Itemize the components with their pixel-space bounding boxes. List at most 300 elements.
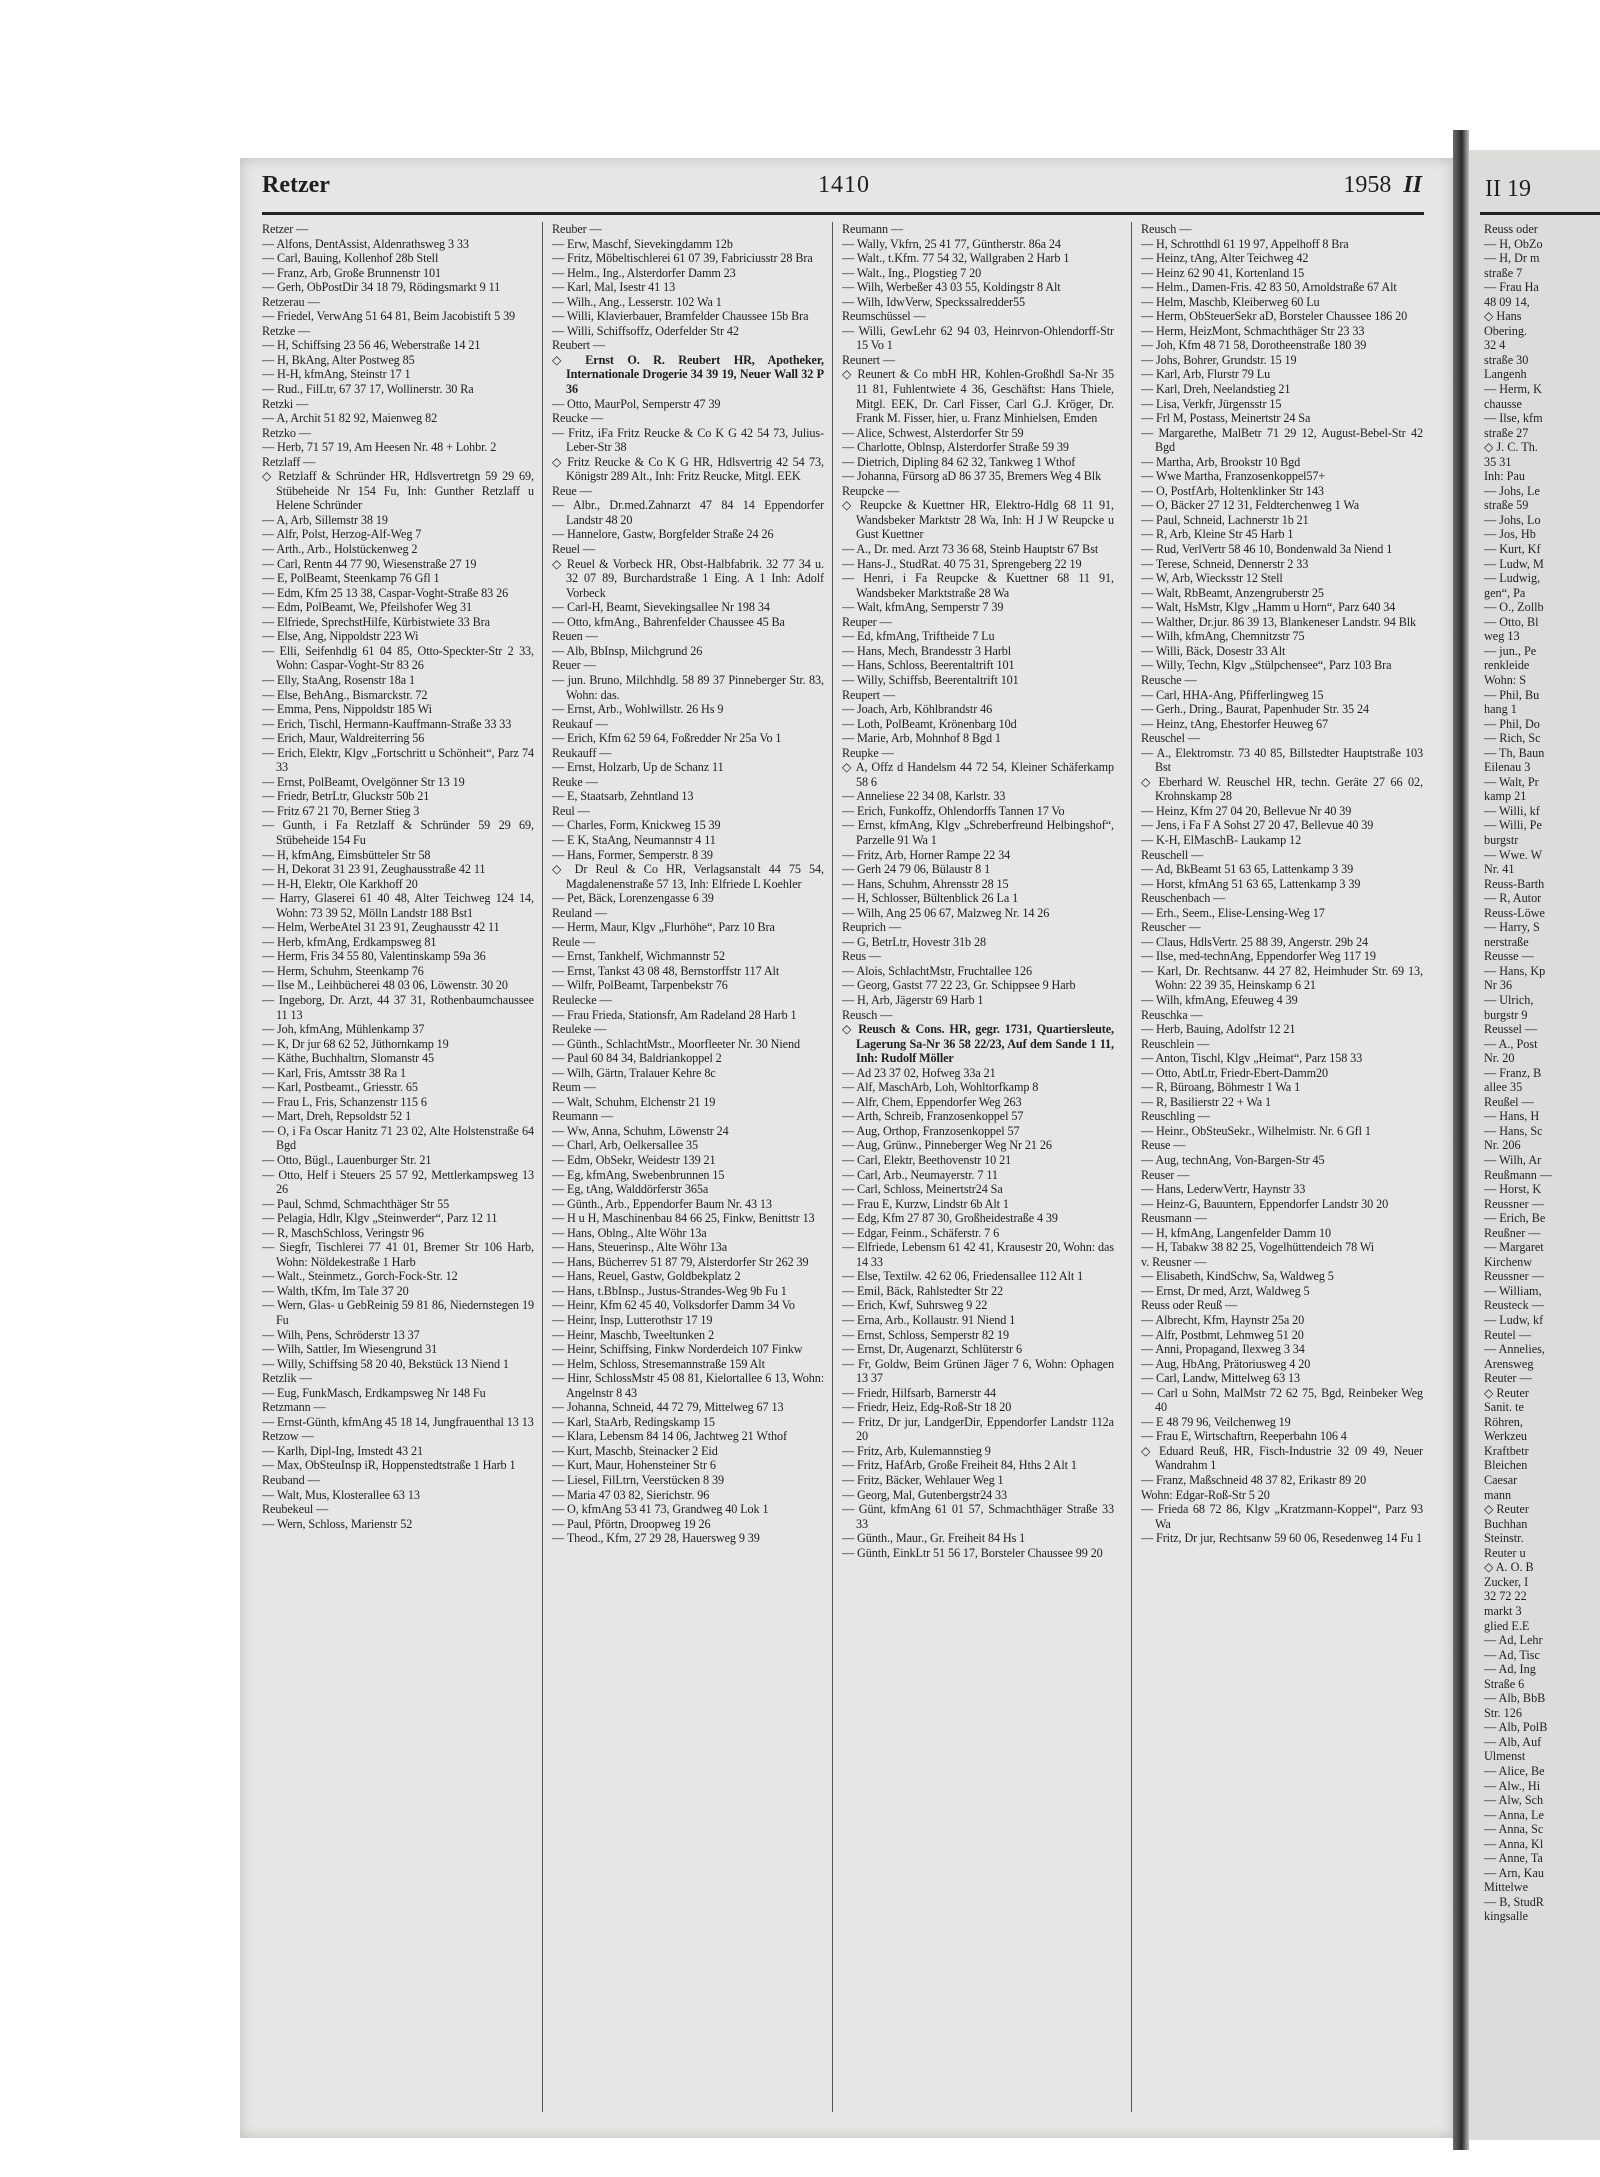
directory-entry: — Karl, Arb, Flurstr 79 Lu xyxy=(1141,367,1271,382)
next-page-line: Kraftbetr xyxy=(1484,1443,1529,1458)
directory-entry: — H, Tabakw 38 82 25, Vogelhüttendeich 78 Wi xyxy=(1141,1240,1375,1255)
directory-entry: — Hinr, SchlossMstr 45 08 81, Kielortallee 6 13, Wohn: Angelnstr 8 43 xyxy=(552,1371,824,1400)
next-page-line: Nr 36 xyxy=(1484,978,1513,993)
directory-entry: — Walt, RbBeamt, Anzengruberstr 25 xyxy=(1141,585,1324,600)
next-page-line: — O., Zollb xyxy=(1484,600,1544,615)
directory-entry: — Georg, Mal, Gutenbergstr24 33 xyxy=(842,1487,1008,1502)
next-page-line: Reußel — xyxy=(1484,1094,1534,1109)
directory-entry: — Heinr, Maschb, Tweeltunken 2 xyxy=(552,1327,714,1342)
directory-entry: — Lisa, Verkfr, Jürgensstr 15 xyxy=(1141,396,1282,411)
surname-heading: Reuschka — xyxy=(1141,1007,1203,1022)
directory-entry: — Walt., Steinmetz., Gorch-Fock-Str. 12 xyxy=(262,1269,458,1284)
next-page-line: — Ludw, kf xyxy=(1484,1313,1544,1328)
directory-entry: — Liesel, FilLtrn, Veerstücken 8 39 xyxy=(552,1473,724,1488)
directory-entry: — Erich, Tischl, Hermann-Kauffmann-Straße 33 33 xyxy=(262,716,512,731)
directory-entry: — Maria 47 03 82, Sierichstr. 96 xyxy=(552,1487,710,1502)
directory-entry: — O, i Fa Oscar Hanitz 71 23 02, Alte Holstenstraße 64 Bgd xyxy=(262,1123,534,1153)
surname-heading: Reulecke — xyxy=(552,992,612,1007)
next-page-line: Sanit. te xyxy=(1484,1400,1524,1415)
next-page-line: Obering. xyxy=(1484,323,1527,338)
directory-entry: — Margarethe, MalBetr 71 29 12, August-Bebel-Str 42 Bgd xyxy=(1141,425,1423,455)
directory-entry: — jun. Bruno, Milchhdlg. 58 89 37 Pinneberger Str. 83, Wohn: das. xyxy=(552,672,824,702)
directory-entry: — Edgar, Feinm., Schäferstr. 7 6 xyxy=(842,1225,1000,1240)
next-page-line: Nr. 206 xyxy=(1484,1138,1521,1153)
directory-entry: — Arth, Schreib, Franzosenkoppel 57 xyxy=(842,1109,1024,1124)
directory-entry: — Wilh., Ang., Lesserstr. 102 Wa 1 xyxy=(552,294,722,309)
directory-entry: — Carl, Landw, Mittelweg 63 13 xyxy=(1141,1371,1301,1386)
next-page-line: — H, Dr m xyxy=(1484,251,1540,266)
directory-entry: — H, kfmAng, Eimsbütteler Str 58 xyxy=(262,847,431,862)
directory-entry: — Erich, Elektr, Klgv „Fortschritt u Schönheit“, Parz 74 33 xyxy=(262,745,534,775)
directory-entry: — Käthe, Buchhaltrn, Slomanstr 45 xyxy=(262,1051,435,1066)
next-page-line: ◇ Reuter xyxy=(1484,1385,1529,1400)
directory-entry: — Günt, kfmAng 61 01 57, Schmachthäger Straße 33 33 xyxy=(842,1502,1114,1531)
directory-entry: — Hans, Bücherrev 51 87 79, Alsterdorfer Str 262 39 xyxy=(552,1254,809,1269)
directory-entry: — Ernst, Dr, Augenarzt, Schlüterstr 6 xyxy=(842,1342,1022,1357)
directory-entry: — Terese, Schneid, Dennerstr 2 33 xyxy=(1141,556,1309,571)
next-page-line: straße 30 xyxy=(1484,352,1529,367)
next-page-line: Reussel — xyxy=(1484,1022,1538,1037)
next-page-line: 32 4 xyxy=(1484,338,1506,353)
next-page-line: Langenh xyxy=(1484,367,1527,382)
directory-entry: — H, Dekorat 31 23 91, Zeughausstraße 42 11 xyxy=(262,862,486,877)
next-page-line: — Ad, Tisc xyxy=(1484,1647,1540,1662)
next-page-line: — Anna, Sc xyxy=(1484,1822,1544,1837)
next-page-line: — Hans, Kp xyxy=(1484,963,1546,978)
next-page-line: — Kurt, Kf xyxy=(1484,542,1541,557)
surname-heading: Reubekeul — xyxy=(262,1502,329,1517)
directory-entry: — A., Dr. med. Arzt 73 36 68, Steinb Hauptstr 67 Bst xyxy=(842,542,1099,557)
directory-entry: ◇ Reusch & Cons. HR, gegr. 1731, Quartiersleute, Lagerung Sa-Nr 36 58 22/23, Auf dem Sande 1 11, Inh: Rudolf Möller xyxy=(842,1022,1114,1066)
directory-entry: — Rud, VerlVertr 58 46 10, Bondenwald 3a Niend 1 xyxy=(1141,542,1393,557)
directory-entry: — Wally, Vkfrn, 25 41 77, Güntherstr. 86a 24 xyxy=(842,236,1061,251)
directory-entry: — Carl u Sohn, MalMstr 72 62 75, Bgd, Reinbeker Weg 40 xyxy=(1141,1385,1423,1415)
directory-entry: — Heinr, Schiffsing, Finkw Norderdeich 107 Finkw xyxy=(552,1342,803,1357)
directory-entry: — Helm., Damen-Fris. 42 83 50, Arnoldstraße 67 Alt xyxy=(1141,280,1397,295)
directory-entry: — Karl, StaArb, Redingskamp 15 xyxy=(552,1414,715,1429)
next-page-line: — Alb, BbB xyxy=(1484,1691,1546,1706)
directory-entry: — Else, Textilw. 42 62 06, Friedensallee 112 Alt 1 xyxy=(842,1269,1084,1284)
next-page-line: Reuss-Löwe xyxy=(1484,905,1545,920)
directory-entry: — H, kfmAng, Langenfelder Damm 10 xyxy=(1141,1225,1331,1240)
directory-entry: — O, Bäcker 27 12 31, Feldterchenweg 1 Wa xyxy=(1141,498,1360,513)
next-page-line: — Alb, PolB xyxy=(1484,1720,1548,1735)
next-page-line: ◇ Hans xyxy=(1484,309,1522,324)
next-page-line: Reutel — xyxy=(1484,1327,1532,1342)
directory-entry: — Hans, Schuhm, Ahrensstr 28 15 xyxy=(842,876,1009,891)
next-page-line: — Hans, Sc xyxy=(1484,1123,1543,1138)
next-page-line: Wohn: S xyxy=(1484,672,1527,687)
directory-entry: — Herb, Bauing, Adolfstr 12 21 xyxy=(1141,1022,1296,1037)
directory-entry: — Willi, Schiffsoffz, Oderfelder Str 42 xyxy=(552,323,739,338)
next-page-line: — B, StudR xyxy=(1484,1894,1544,1909)
directory-entry: — Helm, Schloss, Stresemannstraße 159 Alt xyxy=(552,1356,765,1371)
next-page-line: — jun., Pe xyxy=(1484,643,1537,658)
directory-entry: — Gerh 24 79 06, Bülaustr 8 1 xyxy=(842,862,991,877)
next-page-line: Str. 126 xyxy=(1484,1705,1522,1720)
next-page-line: Nr. 20 xyxy=(1484,1051,1515,1066)
directory-entry: — Marie, Arb, Mohnhof 8 Bgd 1 xyxy=(842,731,1001,746)
column-separator xyxy=(832,222,833,2112)
next-page-line: — Herm, K xyxy=(1484,382,1542,397)
directory-entry: — G, BetrLtr, Hovestr 31b 28 xyxy=(842,934,986,949)
directory-entry: — Walt, Schuhm, Elchenstr 21 19 xyxy=(552,1094,716,1109)
next-page-line: — Phil, Bu xyxy=(1484,687,1540,702)
surname-heading: Reuel — xyxy=(552,542,595,557)
directory-entry: — Heinz 62 90 41, Kortenland 15 xyxy=(1141,265,1305,280)
directory-entry: — Alfr, Postbmt, Lehmweg 51 20 xyxy=(1141,1327,1304,1342)
directory-entry: — Alf, MaschArb, Loh, Wohltorfkamp 8 xyxy=(842,1080,1039,1095)
directory-entry: — Ad 23 37 02, Hofweg 33a 21 xyxy=(842,1065,996,1080)
directory-entry: Wohn: Edgar-Roß-Str 5 20 xyxy=(1141,1487,1270,1502)
directory-entry: — Carl, Bauing, Kollenhof 28b Stell xyxy=(262,251,439,266)
directory-entry: ◇ Fritz Reucke & Co K G HR, Hdlsvertrig 42 54 73, Königstr 289 Alt., Inh: Fritz Reucke, Mitgl. EEK xyxy=(552,454,824,484)
directory-entry: — Franz, Arb, Große Brunnenstr 101 xyxy=(262,265,442,280)
next-page-line: 32 72 22 xyxy=(1484,1589,1527,1604)
directory-entry: — Herb, kfmAng, Erdkampsweg 81 xyxy=(262,934,437,949)
surname-heading: Reuer — xyxy=(552,658,596,673)
directory-entry: — Ernst, Tankhelf, Wichmannstr 52 xyxy=(552,949,725,964)
directory-entry: — Alfr, Chem, Eppendorfer Weg 263 xyxy=(842,1094,1022,1109)
directory-entry: — Alfons, DentAssist, Aldenrathsweg 3 33 xyxy=(262,236,469,251)
next-page-line: 48 09 14, xyxy=(1484,294,1530,309)
directory-column-3 xyxy=(842,222,1114,2122)
page-number: 1410 xyxy=(818,172,870,198)
directory-entry: — Erna, Arb., Kollaustr. 91 Niend 1 xyxy=(842,1313,1016,1328)
directory-entry: — Eg, tAng, Walddörferstr 365a xyxy=(552,1182,709,1197)
next-page-line: — Otto, Bl xyxy=(1484,614,1539,629)
directory-entry: ◇ Eduard Reuß, HR, Fisch-Industrie 32 09 49, Neuer Wandrahm 1 xyxy=(1141,1443,1423,1473)
directory-entry: — R, Basilierstr 22 + Wa 1 xyxy=(1141,1094,1272,1109)
surname-heading: Retzlaff — xyxy=(262,454,316,469)
column-separator xyxy=(542,222,543,2112)
next-page-line: Reussner — xyxy=(1484,1269,1544,1284)
next-page-line: — Walt, Pr xyxy=(1484,774,1539,789)
directory-entry: — Harry, Glaserei 61 40 48, Alter Teichweg 124 14, Wohn: 73 39 52, Mölln Landstr 188 Bst1 xyxy=(262,891,534,920)
directory-entry: — Wilh, Ang 25 06 67, Malzweg Nr. 14 26 xyxy=(842,905,1050,920)
directory-entry: — Günth., Arb., Eppendorfer Baum Nr. 43 13 xyxy=(552,1196,772,1211)
directory-entry: — Elly, StaAng, Rosenstr 18a 1 xyxy=(262,672,415,687)
directory-entry: ◇ Ernst O. R. Reubert HR, Apotheker, Internationale Drogerie 34 39 19, Neuer Wall 32 P 36 xyxy=(552,352,824,397)
directory-entry: — K, Dr jur 68 62 52, Jüthornkamp 19 xyxy=(262,1036,449,1051)
directory-entry: — Klara, Lebensm 84 14 06, Jachtweg 21 Wthof xyxy=(552,1429,788,1444)
next-page-line: gen“, Pa xyxy=(1484,585,1526,600)
directory-entry: — H u H, Maschinenbau 84 66 25, Finkw, Benittstr 13 xyxy=(552,1211,815,1226)
directory-entry: — Alb, BbInsp, Milchgrund 26 xyxy=(552,643,703,658)
surname-heading: Reule — xyxy=(552,934,595,949)
directory-entry: — H, Schlosser, Bültenblick 26 La 1 xyxy=(842,891,1019,906)
next-page-line: — Willi, Pe xyxy=(1484,818,1542,833)
directory-entry: — Edg, Kfm 27 87 30, Großheidestraße 4 39 xyxy=(842,1211,1058,1226)
directory-entry: — Otto, kfmAng., Bahrenfelder Chaussee 45 Ba xyxy=(552,614,785,629)
directory-entry: — Fritz, Arb, Kulemannstieg 9 xyxy=(842,1443,991,1458)
directory-entry: — Max, ObSteuInsp iR, Hoppenstedtstraße 1 Harb 1 xyxy=(262,1458,516,1473)
directory-entry: — Jens, i Fa F A Sohst 27 20 47, Bellevue 40 39 xyxy=(1141,818,1374,833)
directory-entry: — Charl, Arb, Oelkersallee 35 xyxy=(552,1138,699,1153)
surname-heading: Reuleke — xyxy=(552,1022,607,1037)
next-page-line: ◇ Reuter xyxy=(1484,1502,1529,1517)
next-page-line: 35 31 xyxy=(1484,454,1512,469)
next-page-line: glied E.E xyxy=(1484,1618,1530,1633)
edition-section: II xyxy=(1403,172,1422,198)
directory-entry: — Horst, kfmAng 51 63 65, Lattenkamp 3 39 xyxy=(1141,876,1361,891)
directory-entry: ◇ Dr Reul & Co HR, Verlagsanstalt 44 75 54, Magdalenenstraße 57 13, Inh: Elfriede L Koehler xyxy=(552,862,824,891)
surname-heading: Reuschell — xyxy=(1141,847,1204,862)
directory-entry: — Heinz, tAng, Ehestorfer Heuweg 67 xyxy=(1141,716,1329,731)
directory-entry: — K-H, ElMaschB- Laukamp 12 xyxy=(1141,832,1302,847)
next-page-line: Steinstr. xyxy=(1484,1531,1524,1546)
directory-entry: — Ernst-Günth, kfmAng 45 18 14, Jungfrauenthal 13 13 xyxy=(262,1414,534,1429)
next-page-line: straße 27 xyxy=(1484,425,1529,440)
next-page-line: Reuss-Barth xyxy=(1484,876,1545,891)
directory-entry: — Elli, Seifenhdlg 61 04 85, Otto-Speckter-Str 2 33, Wohn: Caspar-Voght-Str 83 26 xyxy=(262,643,534,673)
directory-entry: — Elfriede, SprechstHilfe, Kürbistwiete 33 Bra xyxy=(262,614,490,629)
directory-entry: — Johanna, Fürsorg aD 86 37 35, Bremers Weg 4 Blk xyxy=(842,469,1102,484)
next-page-line: Werkzeu xyxy=(1484,1429,1528,1444)
directory-entry: — Fritz, HafArb, Große Freiheit 84, Hths 2 Alt 1 xyxy=(842,1458,1077,1473)
next-page-line: burgstr xyxy=(1484,832,1519,847)
directory-entry: ◇ Reupcke & Kuettner HR, Elektro-Hdlg 68 11 91, Wandsbeker Marktstr 28 Wa, Inh: H J W Reupcke u Gust Kuettner xyxy=(842,498,1114,542)
directory-entry: — Wern, Glas- u GebReinig 59 81 86, Niedernstegen 19 Fu xyxy=(262,1298,534,1328)
directory-entry: — Johs, Bohrer, Grundstr. 15 19 xyxy=(1141,352,1297,367)
directory-entry: — Eug, FunkMasch, Erdkampsweg Nr 148 Fu xyxy=(262,1385,486,1400)
surname-heading: Reusch — xyxy=(1141,222,1192,236)
directory-entry: — Karl, Dr. Rechtsanw. 44 27 82, Heimhuder Str. 69 13, Wohn: 22 39 35, Heinskamp 6 21 xyxy=(1141,963,1423,993)
directory-entry: — Friedel, VerwAng 51 64 81, Beim Jacobistift 5 39 xyxy=(262,309,516,324)
next-page-line: Reuter — xyxy=(1484,1371,1532,1386)
surname-heading: Reuprich — xyxy=(842,920,901,935)
directory-entry: — Frau E, Kurzw, Lindstr 6b Alt 1 xyxy=(842,1196,1009,1211)
directory-entry: — Hans, Schloss, Beerentaltrift 101 xyxy=(842,658,1015,673)
surname-heading: Retzmann — xyxy=(262,1400,326,1415)
directory-entry: — Ad, BkBeamt 51 63 65, Lattenkamp 3 39 xyxy=(1141,862,1354,877)
surname-heading: Reusmann — xyxy=(1141,1211,1207,1226)
directory-entry: — Frau L, Fris, Schanzenstr 115 6 xyxy=(262,1094,427,1109)
next-page-line: — Ad, Ing xyxy=(1484,1662,1536,1677)
directory-entry: — Alois, SchlachtMstr, Fruchtallee 126 xyxy=(842,963,1033,978)
surname-heading: Reus — xyxy=(842,949,882,964)
surname-heading: Reumann — xyxy=(842,222,904,236)
directory-entry: — Willy, Techn, Klgv „Stülpchensee“, Parz 103 Bra xyxy=(1141,658,1392,673)
next-page-line: Inh: Pau xyxy=(1484,469,1525,484)
directory-entry: — E K, StaAng, Neumannstr 4 11 xyxy=(552,832,716,847)
next-page-line: burgstr 9 xyxy=(1484,1007,1528,1022)
next-page-line: mann xyxy=(1484,1487,1512,1502)
directory-entry: — Gerh., Dring., Baurat, Papenhuder Str. 35 24 xyxy=(1141,702,1369,717)
directory-entry: — Carl, HHA-Ang, Pfifferlingweg 15 xyxy=(1141,687,1324,702)
directory-entry: — Fr, Goldw, Beim Grünen Jäger 7 6, Wohn: Ophagen 13 37 xyxy=(842,1356,1114,1386)
surname-heading: Reul — xyxy=(552,803,590,818)
directory-entry: — Edm, Kfm 25 13 38, Caspar-Voght-Straße 83 26 xyxy=(262,585,509,600)
directory-entry: — Gerh, ObPostDir 34 18 79, Rödingsmarkt 9 11 xyxy=(262,280,501,295)
next-page-line: — Ulrich, xyxy=(1484,992,1534,1007)
next-page-line: — Arn, Kau xyxy=(1484,1865,1544,1880)
edition-year: 1958 xyxy=(1343,172,1392,198)
directory-entry: — Elisabeth, KindSchw, Sa, Waldweg 5 xyxy=(1141,1269,1334,1284)
next-page-line: Reusteck — xyxy=(1484,1298,1544,1313)
directory-entry: — Hans-J., StudRat. 40 75 31, Sprengeberg 22 19 xyxy=(842,556,1082,571)
directory-entry: ◇ Reuel & Vorbeck HR, Obst-Halbfabrik. 32 77 34 u. 32 07 89, Burchardstraße 1 Eing. A 1 Inh: Adolf Vorbeck xyxy=(552,556,824,600)
directory-entry: — Wilfr, PolBeamt, Tarpenbekstr 76 xyxy=(552,978,728,993)
directory-entry: — Herm, HeizMont, Schmachthäger Str 23 33 xyxy=(1141,323,1365,338)
surname-heading: Retzerau — xyxy=(262,294,320,309)
directory-entry: — Henri, i Fa Reupcke & Kuettner 68 11 91, Wandsbeker Marktstraße 28 Wa xyxy=(842,571,1114,600)
directory-entry: — Ww, Anna, Schuhm, Löwenstr 24 xyxy=(552,1123,729,1138)
directory-entry: — H, Arb, Jägerstr 69 Harb 1 xyxy=(842,992,984,1007)
directory-entry: — Else, Ang, Nippoldstr 223 Wi xyxy=(262,629,419,644)
next-page-line: — Franz, B xyxy=(1484,1065,1542,1080)
surname-heading: Retzki — xyxy=(262,396,309,411)
next-page-line: markt 3 xyxy=(1484,1603,1522,1618)
surname-heading: Reuschenbach — xyxy=(1141,891,1226,906)
directory-entry: — Karl, Postbeamt., Griesstr. 65 xyxy=(262,1080,418,1095)
directory-entry: — Hans, t.BbInsp., Justus-Strandes-Weg 9b Fu 1 xyxy=(552,1283,787,1298)
directory-entry: — Claus, HdlsVertr. 25 88 39, Angerstr. 29b 24 xyxy=(1141,934,1368,949)
directory-entry: — Arth., Arb., Holstückenweg 2 xyxy=(262,542,418,557)
directory-entry: — Kurt, Maschb, Steinacker 2 Eid xyxy=(552,1443,718,1458)
next-page-line: — Alw., Hi xyxy=(1484,1778,1541,1793)
directory-entry: — A, Archit 51 82 92, Maienweg 82 xyxy=(262,411,438,426)
directory-entry: — A, Arb, Sillemstr 38 19 xyxy=(262,512,388,527)
directory-entry: — Ernst, PolBeamt, Ovelgönner Str 13 19 xyxy=(262,774,465,789)
directory-entry: — Frau Frieda, Stationsfr, Am Radeland 28 Harb 1 xyxy=(552,1007,797,1022)
next-page-line: — Harry, S xyxy=(1484,920,1540,935)
next-page-line: Ulmenst xyxy=(1484,1749,1526,1764)
next-page-line: Caesar xyxy=(1484,1473,1518,1488)
directory-entry: — Otto, AbtLtr, Friedr-Ebert-Damm20 xyxy=(1141,1065,1329,1080)
surname-heading: Retzke — xyxy=(262,323,311,338)
directory-entry: — R, Büroang, Böhmestr 1 Wa 1 xyxy=(1141,1080,1301,1095)
directory-entry: — Fritz, Dr jur, Rechtsanw 59 60 06, Resedenweg 14 Fu 1 xyxy=(1141,1531,1423,1546)
next-page-line: — Wwe. W xyxy=(1484,847,1543,862)
directory-entry: — Charles, Form, Knickweg 15 39 xyxy=(552,818,721,833)
surname-heading: v. Reusner — xyxy=(1141,1254,1207,1269)
directory-entry: — Aug, Orthop, Franzosenkoppel 57 xyxy=(842,1123,1020,1138)
next-page-line: — Ludw, M xyxy=(1484,556,1544,571)
directory-entry: — Herb, 71 57 19, Am Heesen Nr. 48 + Lohbr. 2 xyxy=(262,440,497,455)
next-page-line: Straße 6 xyxy=(1484,1676,1525,1691)
directory-entry: — Elfriede, Lebensm 61 42 41, Krausestr 20, Wohn: das 14 33 xyxy=(842,1240,1114,1269)
directory-entry: — R, Arb, Kleine Str 45 Harb 1 xyxy=(1141,527,1294,542)
directory-entry: — Anneliese 22 34 08, Karlstr. 33 xyxy=(842,789,1006,804)
next-page-line: nerstraße xyxy=(1484,934,1529,949)
directory-entry: — Heinz, Kfm 27 04 20, Bellevue Nr 40 39 xyxy=(1141,803,1352,818)
next-page-line: Reußner — xyxy=(1484,1225,1541,1240)
directory-entry: — Rud., FilLtr, 67 37 17, Wollinerstr. 30 Ra xyxy=(262,382,474,397)
directory-entry: — Emma, Pens, Nippoldstr 185 Wi xyxy=(262,702,432,717)
directory-entry: — Otto, Helf i Steuers 25 57 92, Mettlerkampsweg 13 26 xyxy=(262,1167,534,1197)
directory-entry: — A., Elektromstr. 73 40 85, Billstedter Hauptstraße 103 Bst xyxy=(1141,745,1423,775)
surname-heading: Reuland — xyxy=(552,905,607,920)
directory-entry: — Aug, HbAng, Prätoriusweg 4 20 xyxy=(1141,1356,1311,1371)
directory-entry: — Hans, Mech, Brandesstr 3 Harbl xyxy=(842,643,1012,658)
directory-entry: — O, kfmAng 53 41 73, Grandweg 40 Lok 1 xyxy=(552,1502,769,1517)
directory-entry: — Albr., Dr.med.Zahnarzt 47 84 14 Eppendorfer Landstr 48 20 xyxy=(552,498,824,527)
directory-entry: — Walt, kfmAng, Semperstr 7 39 xyxy=(842,600,1004,615)
directory-entry: — Alfr, Polst, Herzog-Alf-Weg 7 xyxy=(262,527,422,542)
directory-entry: — Hans, Steuerinsp., Alte Wöhr 13a xyxy=(552,1240,728,1255)
surname-heading: Reubert — xyxy=(552,338,605,353)
directory-entry: — Heinr., ObSteuSekr., Wilhelmistr. Nr. 6 Gfl 1 xyxy=(1141,1123,1371,1138)
directory-entry: — H-H, kfmAng, Steinstr 17 1 xyxy=(262,367,411,382)
next-page-line: Reusse — xyxy=(1484,949,1534,964)
directory-entry: — Willy, Schiffsing 58 20 40, Bekstück 13 Niend 1 xyxy=(262,1356,509,1371)
directory-entry: — Wilh, Werbeßer 43 03 55, Koldingstr 8 Alt xyxy=(842,280,1061,295)
directory-entry: — Erich, Kfm 62 59 64, Foßredder Nr 25a Vo 1 xyxy=(552,731,782,746)
directory-entry: — Willy, Schiffsb, Beerentaltrift 101 xyxy=(842,672,1019,687)
directory-entry: — Heinr, Insp, Lutterothstr 17 19 xyxy=(552,1313,713,1328)
directory-entry: — Paul, Schneid, Lachnerstr 1b 21 xyxy=(1141,512,1309,527)
surname-heading: Retzow — xyxy=(262,1429,314,1444)
surname-heading: Reukauff — xyxy=(552,745,612,760)
directory-entry: — Günth., SchlachtMstr., Moorfleeter Nr. 30 Niend xyxy=(552,1036,800,1051)
directory-entry: — Carl, Schloss, Meinertstr24 Sa xyxy=(842,1182,1003,1197)
directory-entry: — Johanna, Schneid, 44 72 79, Mittelweg 67 13 xyxy=(552,1400,784,1415)
surname-heading: Reuse — xyxy=(1141,1138,1186,1153)
directory-entry: — Karl, Fris, Amtsstr 38 Ra 1 xyxy=(262,1065,407,1080)
next-page-line: Mittelwe xyxy=(1484,1880,1529,1895)
directory-entry: — Heinz, tAng, Alter Teichweg 42 xyxy=(1141,251,1309,266)
directory-entry: — Dietrich, Dipling 84 62 32, Tankweg 1 Wthof xyxy=(842,454,1076,469)
surname-heading: Reumschüssel — xyxy=(842,309,926,324)
directory-entry: — E, PolBeamt, Steenkamp 76 Gfl 1 xyxy=(262,571,440,586)
next-page-line: — Margaret xyxy=(1484,1240,1544,1255)
directory-entry: — Ingeborg, Dr. Arzt, 44 37 31, Rothenbaumchaussee 11 13 xyxy=(262,992,534,1022)
directory-entry: — Karl, Dreh, Neelandstieg 21 xyxy=(1141,382,1291,397)
next-page-line: Eilenau 3 xyxy=(1484,760,1531,775)
directory-entry: — Carl, Arb., Neumayerstr. 7 11 xyxy=(842,1167,998,1182)
surname-heading: Reuscher — xyxy=(1141,920,1201,935)
next-page-header-rule xyxy=(1480,212,1600,215)
directory-entry: — Herm, Maur, Klgv „Flurhöhe“, Parz 10 Bra xyxy=(552,920,775,935)
directory-entry: — Walther, Dr.jur. 86 39 13, Blankeneser Landstr. 94 Blk xyxy=(1141,614,1417,629)
directory-entry: — Fritz, Bäcker, Wehlauer Weg 1 xyxy=(842,1473,1004,1488)
surname-heading: Reupke — xyxy=(842,745,894,760)
directory-entry: — Wwe Martha, Franzosenkoppel57+ xyxy=(1141,469,1326,484)
next-page-line: — Ad, Lehr xyxy=(1484,1633,1543,1648)
directory-entry: — Wilh, kfmAng, Chemnitzstr 75 xyxy=(1141,629,1305,644)
directory-entry: — Fritz, Dr jur, LandgerDir, Eppendorfer Landstr 112a 20 xyxy=(842,1414,1114,1444)
next-page-header: II 19 xyxy=(1485,176,1531,202)
directory-entry: — Fritz, Möbeltischlerei 61 07 39, Fabriciusstr 28 Bra xyxy=(552,251,813,266)
next-page-line: chausse xyxy=(1484,396,1522,411)
directory-entry: — Wilh, Sattler, Im Wiesengrund 31 xyxy=(262,1342,438,1357)
directory-entry: — H-H, Elektr, Ole Karkhoff 20 xyxy=(262,876,418,891)
edition-label xyxy=(1343,172,1422,199)
directory-entry: — Ernst, Holzarb, Up de Schanz 11 xyxy=(552,760,724,775)
directory-entry: — Aug, technAng, Von-Bargen-Str 45 xyxy=(1141,1153,1325,1167)
directory-entry: — Helm, WerbeAtel 31 23 91, Zeughausstr 42 11 xyxy=(262,920,500,935)
directory-entry: — Willi, GewLehr 62 94 03, Heinrvon-Ohlendorff-Str 15 Vo 1 xyxy=(842,323,1114,353)
surname-heading: Retzlik — xyxy=(262,1371,312,1386)
directory-entry: — Joh, Kfm 48 71 58, Dorotheenstraße 180 39 xyxy=(1141,338,1367,353)
next-page-line: — Johs, Lo xyxy=(1484,512,1541,527)
directory-entry: — Walt, HsMstr, Klgv „Hamm u Horn“, Parz 640 34 xyxy=(1141,600,1396,615)
next-page-line: Arensweg xyxy=(1484,1356,1534,1371)
next-page-line: — Alw, Sch xyxy=(1484,1793,1544,1808)
next-page-line: — Horst, K xyxy=(1484,1182,1542,1197)
next-page-line: Zucker, I xyxy=(1484,1574,1529,1589)
directory-entry: — Hans, LederwVertr, Haynstr 33 xyxy=(1141,1182,1306,1197)
surname-heading: Reukauf — xyxy=(552,716,608,731)
surname-heading: Reuschling — xyxy=(1141,1109,1210,1124)
next-page-line: — A., Post xyxy=(1484,1036,1538,1051)
next-page-line: Reuter u xyxy=(1484,1545,1526,1560)
directory-entry: — Charlotte, Oblnsp, Alsterdorfer Straße 59 39 xyxy=(842,440,1069,455)
directory-entry: — Otto, Bügl., Lauenburger Str. 21 xyxy=(262,1153,432,1167)
next-page-line: — Alice, Be xyxy=(1484,1763,1545,1778)
directory-column-2 xyxy=(552,222,824,2122)
